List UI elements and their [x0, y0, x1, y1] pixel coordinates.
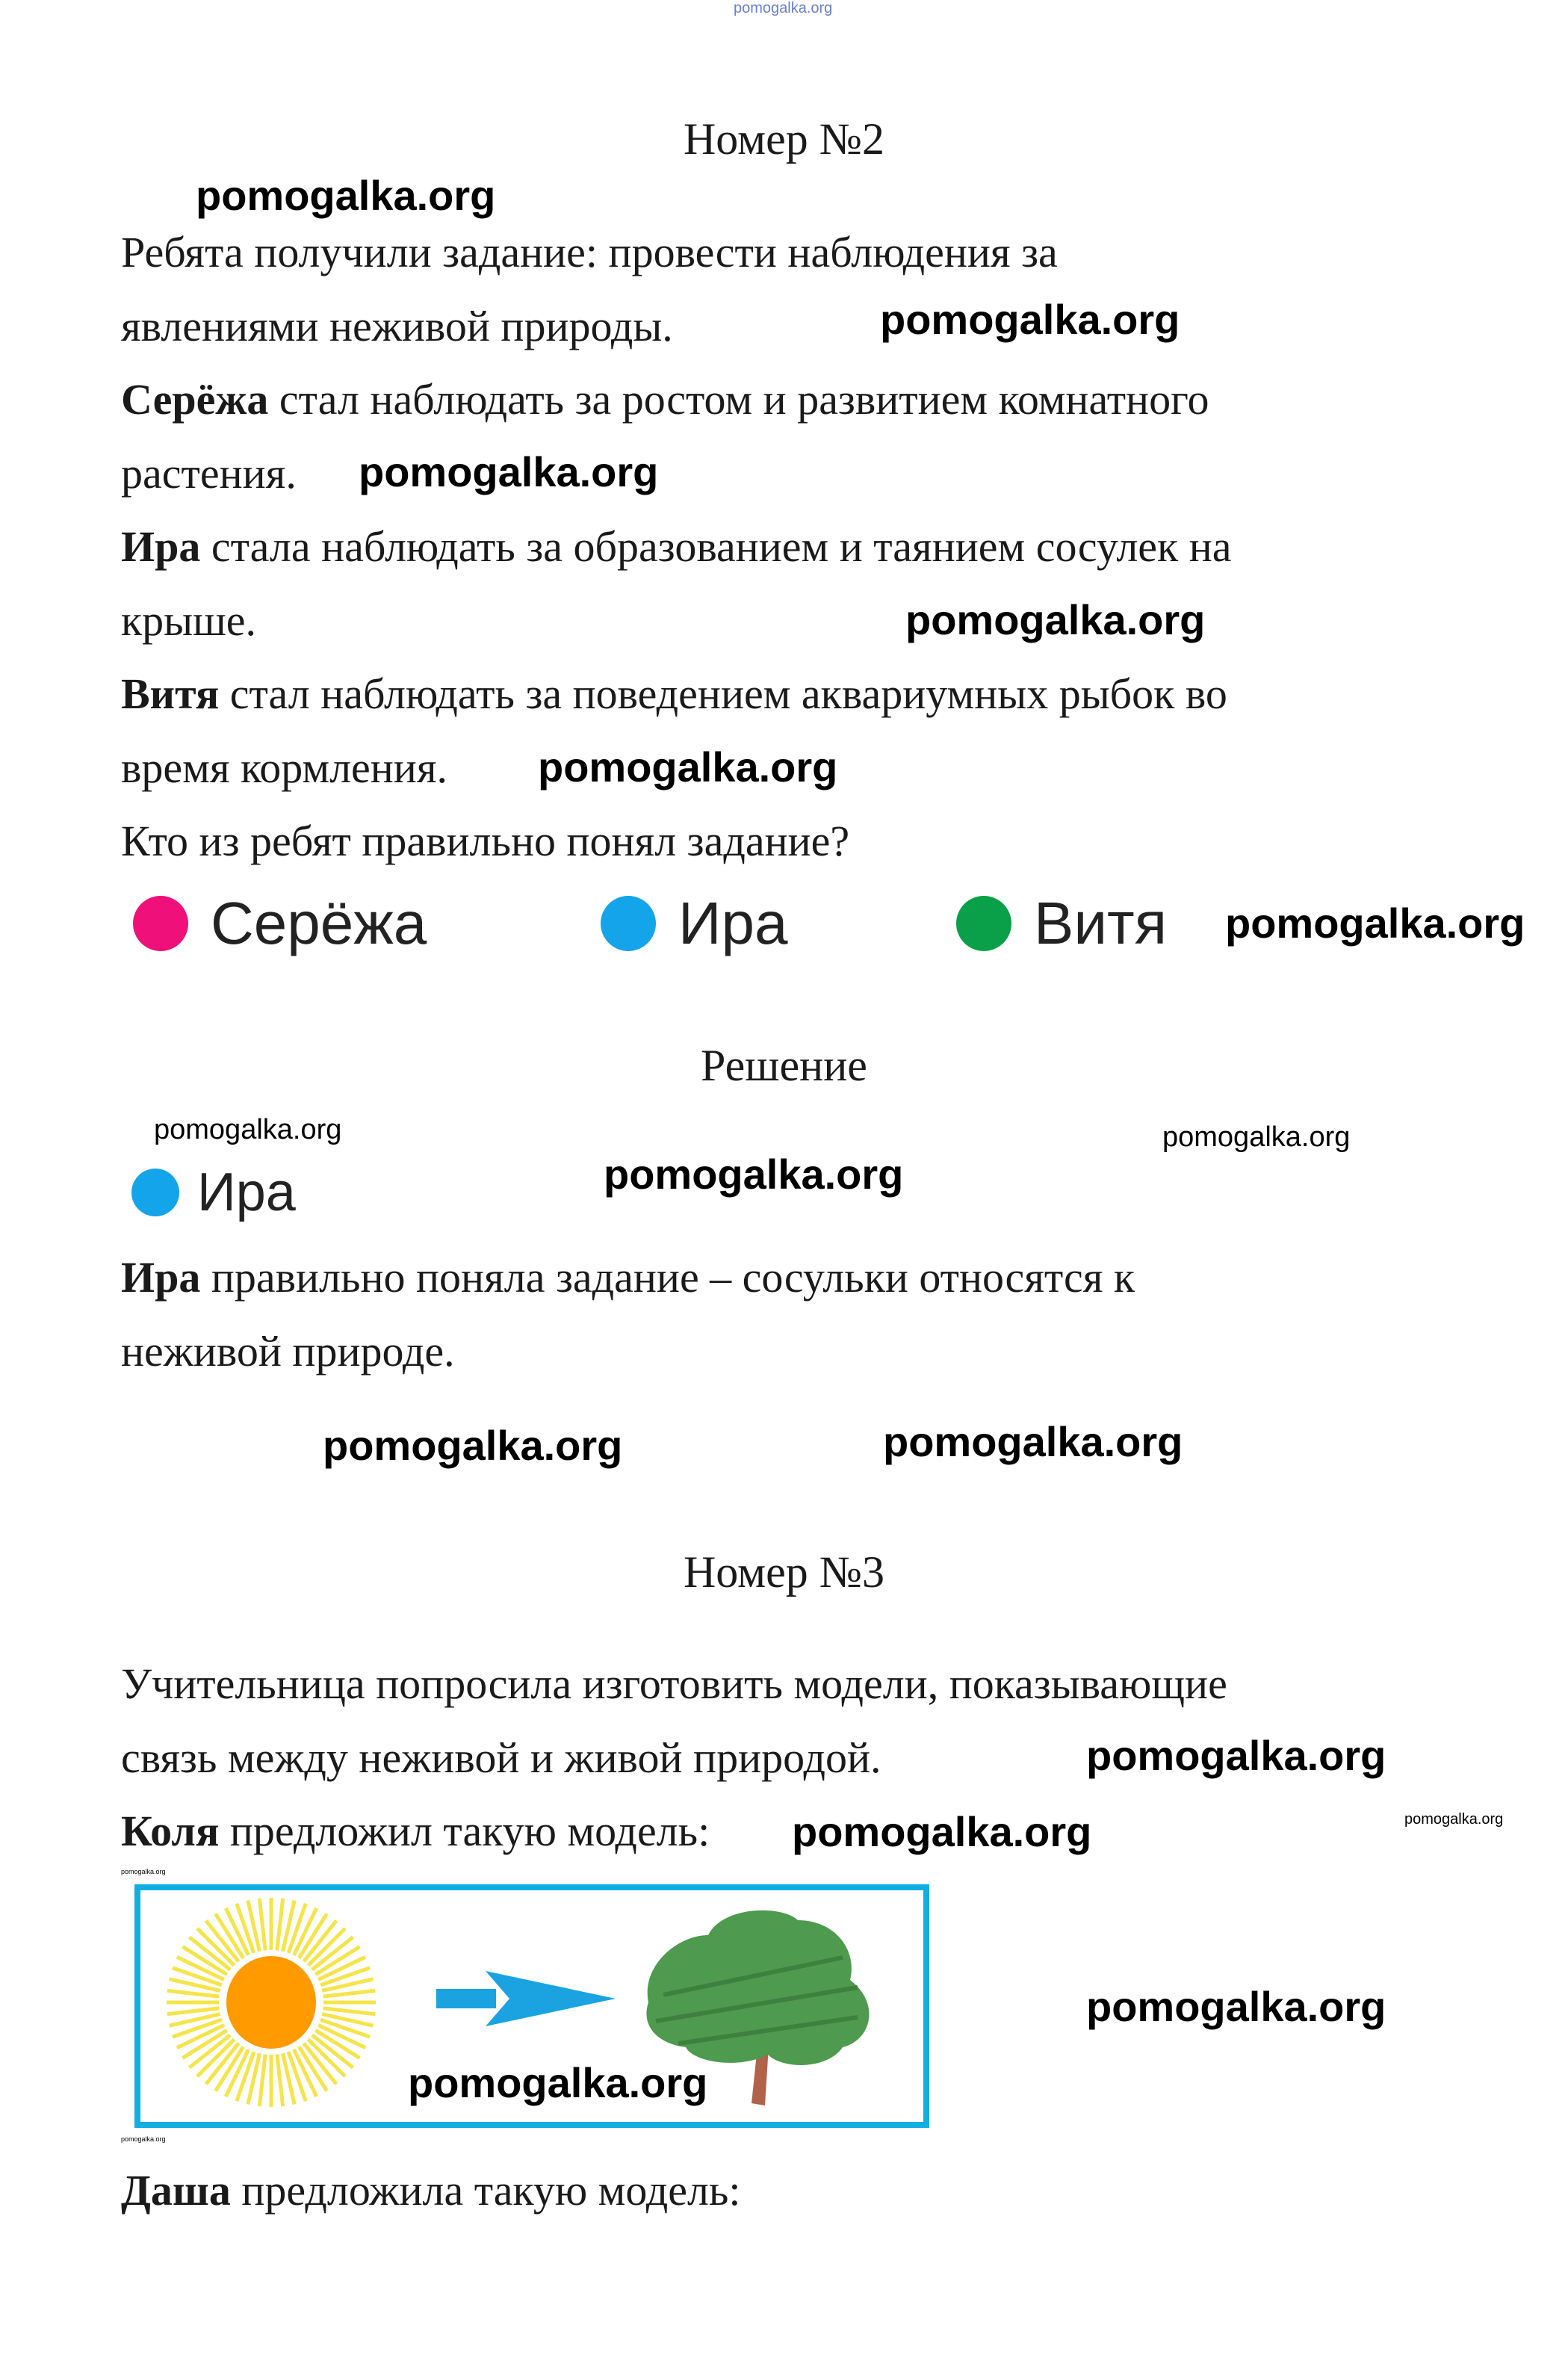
- task3-title: Номер №3: [683, 1547, 885, 1597]
- watermark: pomogalka.org: [154, 1114, 342, 1145]
- watermark: pomogalka.org: [905, 596, 1206, 643]
- watermark: pomogalka.org: [121, 1868, 166, 1875]
- green-dot-icon: [956, 896, 1011, 951]
- bold-name: Ира: [121, 1253, 201, 1302]
- text-line: [121, 664, 1227, 724]
- line-text: стала наблюдать за образованием и таянием сосулек на: [200, 522, 1232, 571]
- watermark: pomogalka.org: [121, 2135, 166, 2143]
- watermark: pomogalka.org: [880, 296, 1180, 343]
- bold-name: Коля: [121, 1807, 220, 1855]
- line-text: Ребята получили задание: провести наблюдения за: [121, 228, 1058, 276]
- bold-name: Даша: [121, 2166, 231, 2215]
- bold-name: Ира: [121, 522, 201, 571]
- line-text: связь между неживой и живой природой.: [121, 1733, 881, 1782]
- answer-label: Ира: [197, 1163, 296, 1222]
- watermark: pomogalka.org: [604, 1151, 904, 1198]
- solution-title: Решение: [701, 1041, 867, 1090]
- sun-ray: [323, 2008, 376, 2014]
- text-line: [121, 370, 1209, 430]
- line-text: правильно поняла задание – сосульки относятся к: [200, 1253, 1135, 1302]
- option-serezha[interactable]: [133, 886, 427, 961]
- text-line: [121, 1801, 710, 1861]
- blue-dot-icon: [131, 1169, 179, 1216]
- option-vitya[interactable]: [956, 886, 1167, 961]
- option-label: Ира: [678, 890, 788, 956]
- text-line: [121, 738, 447, 798]
- sun-icon: [167, 1898, 376, 2107]
- dasha-line: [121, 2161, 740, 2221]
- bold-name: Серёжа: [121, 375, 269, 424]
- watermark: pomogalka.org: [1162, 1121, 1351, 1153]
- watermark: pomogalka.org: [408, 2059, 708, 2106]
- watermark: pomogalka.org: [1225, 900, 1525, 947]
- sun-ray: [167, 1990, 220, 1996]
- sun-ray: [277, 2055, 283, 2107]
- bold-name: Витя: [121, 669, 220, 718]
- watermark: pomogalka.org: [1086, 1983, 1386, 2030]
- line-text: Кто из ребят правильно понял задание?: [121, 817, 850, 865]
- option-ira[interactable]: [601, 886, 787, 961]
- text-line: [121, 1248, 1135, 1308]
- answer-ira: [131, 1155, 296, 1230]
- line-text: явлениями неживой природы.: [121, 301, 673, 350]
- blue-dot-icon: [601, 896, 656, 951]
- sun-ray: [167, 2008, 220, 2014]
- text-line: [121, 811, 849, 871]
- text-line: [121, 591, 256, 651]
- text-line: [121, 517, 1232, 577]
- sun-ray: [323, 1990, 376, 1996]
- watermark: pomogalka.org: [196, 172, 496, 219]
- line-text: предложила такую модель:: [230, 2166, 741, 2215]
- task2-title: Номер №2: [683, 114, 885, 164]
- line-text: Учительница попросила изготовить модели, показывающие: [121, 1659, 1227, 1708]
- arrow-right-icon: [436, 1971, 616, 2026]
- watermark: pomogalka.org: [323, 1422, 623, 1469]
- option-label: Серёжа: [211, 890, 427, 956]
- text-line: [121, 1728, 881, 1788]
- sun-ray: [277, 1899, 283, 1951]
- text-line: [121, 1654, 1227, 1714]
- watermark: pomogalka.org: [883, 1418, 1183, 1465]
- watermark: pomogalka.org: [359, 448, 659, 495]
- watermark: pomogalka.org: [792, 1808, 1092, 1855]
- watermark: pomogalka.org: [538, 743, 838, 790]
- header-watermark: pomogalka.org: [734, 0, 833, 16]
- line-text: растения.: [121, 448, 297, 498]
- watermark: pomogalka.org: [1086, 1732, 1386, 1779]
- text-line: [121, 223, 1058, 282]
- line-text: время кормления.: [121, 743, 448, 792]
- text-line: [121, 297, 673, 356]
- sun-ray: [259, 2055, 265, 2107]
- option-label: Витя: [1034, 890, 1168, 956]
- line-text: неживой природе.: [121, 1326, 455, 1376]
- text-line: [121, 444, 297, 504]
- line-text: крыше.: [121, 595, 257, 645]
- watermark: pomogalka.org: [1404, 1811, 1504, 1828]
- line-text: стал наблюдать за поведением аквариумных рыбок во: [219, 669, 1227, 718]
- pink-dot-icon: [133, 896, 188, 951]
- line-text: стал наблюдать за ростом и развитием комнатного: [268, 375, 1209, 424]
- line-text: предложил такую модель:: [219, 1807, 710, 1855]
- sun-ray: [259, 1899, 265, 1951]
- text-line: [121, 1322, 455, 1381]
- sun-disc: [226, 1956, 316, 2049]
